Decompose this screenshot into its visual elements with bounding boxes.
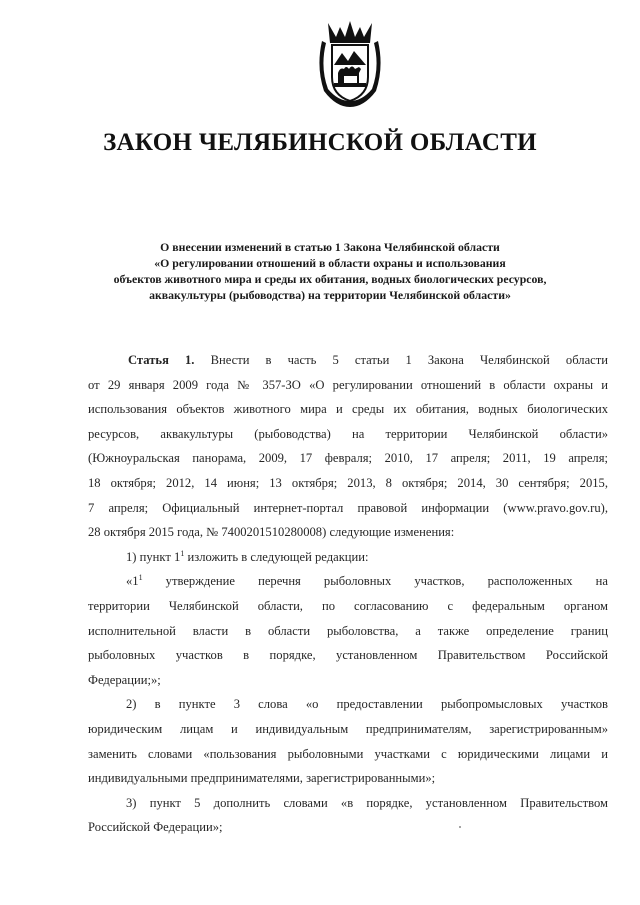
law-title: ЗАКОН ЧЕЛЯБИНСКОЙ ОБЛАСТИ: [103, 129, 537, 156]
item-2-line: заменить словами «пользования рыболовными участками с юридическими лицами и: [88, 746, 608, 761]
article-1-line: 18 октября; 2012, 14 июня; 13 октября; 2013, 8 октября; 2014, 30 сентября; 2015,: [88, 475, 608, 490]
article-1-line: от 29 января 2009 года № 357-ЗО «О регулировании отношений в области охраны и: [88, 377, 608, 392]
subject-line: О внесении изменений в статью 1 Закона Челябинской области: [160, 240, 500, 254]
article-1-first-line: Статья 1. Внести в часть 5 статьи 1 Закона Челябинской области: [128, 353, 608, 367]
article-1-line: 7 апреля; Официальный интернет-портал правовой информации (www.pravo.gov.ru),: [88, 500, 608, 515]
article-1-label: Статья 1.: [128, 353, 195, 367]
subject-line: аквакультуры (рыбоводства) на территории Челябинской области»: [149, 288, 511, 302]
law-subject-heading: [80, 239, 580, 303]
item-2-line: индивидуальными предпринимателями, зарегистрированными»;: [88, 771, 436, 786]
item-1-line: рыболовных участков в порядке, установленном Правительством Российской: [88, 648, 608, 663]
law-body: [88, 352, 608, 844]
item-3-line: 3) пункт 5 дополнить словами «в порядке, установленном Правительством: [126, 795, 608, 810]
scan-speck: [459, 826, 461, 828]
item-1-intro: 1) пункт $1^1$ изложить в следующей редакции:: [126, 548, 369, 564]
article-1-line: ресурсов, аквакультуры (рыбоводства) на территории Челябинской области»: [88, 426, 608, 441]
article-1-line: (Южноуральская панорама, 2009, 17 февраля; 2010, 17 апреля; 2011, 19 апреля;: [88, 451, 608, 466]
item-1-line: территории Челябинской области, по согласованию с федеральным органом: [88, 598, 608, 613]
item-3-line: Российской Федерации»;: [88, 820, 223, 835]
chelyabinsk-coat-of-arms-emblem: [314, 17, 386, 109]
item-1-line: исполнительной власти в области рыболовства, а также определение границ: [88, 623, 608, 638]
subject-line: объектов животного мира и среды их обитания, водных биологических ресурсов,: [113, 272, 547, 286]
item-2-line: 2) в пункте 3 слова «о предоставлении рыбопромысловых участков: [126, 697, 608, 712]
item-1-quote-start: «$1^1$ утверждение перечня рыболовных участков, расположенных на: [126, 573, 608, 589]
subject-line: «О регулировании отношений в области охраны и использования: [154, 256, 506, 270]
article-1-line: 28 октября 2015 года, № 7400201510280008) следующие изменения:: [88, 525, 455, 540]
article-1-line: использования объектов животного мира и среды их обитания, водных биологических: [88, 402, 608, 417]
item-2-line: юридическим лицам и индивидуальным предпринимателям, зарегистрированным»: [88, 721, 608, 736]
item-1-line: Федерации;»;: [88, 672, 161, 687]
